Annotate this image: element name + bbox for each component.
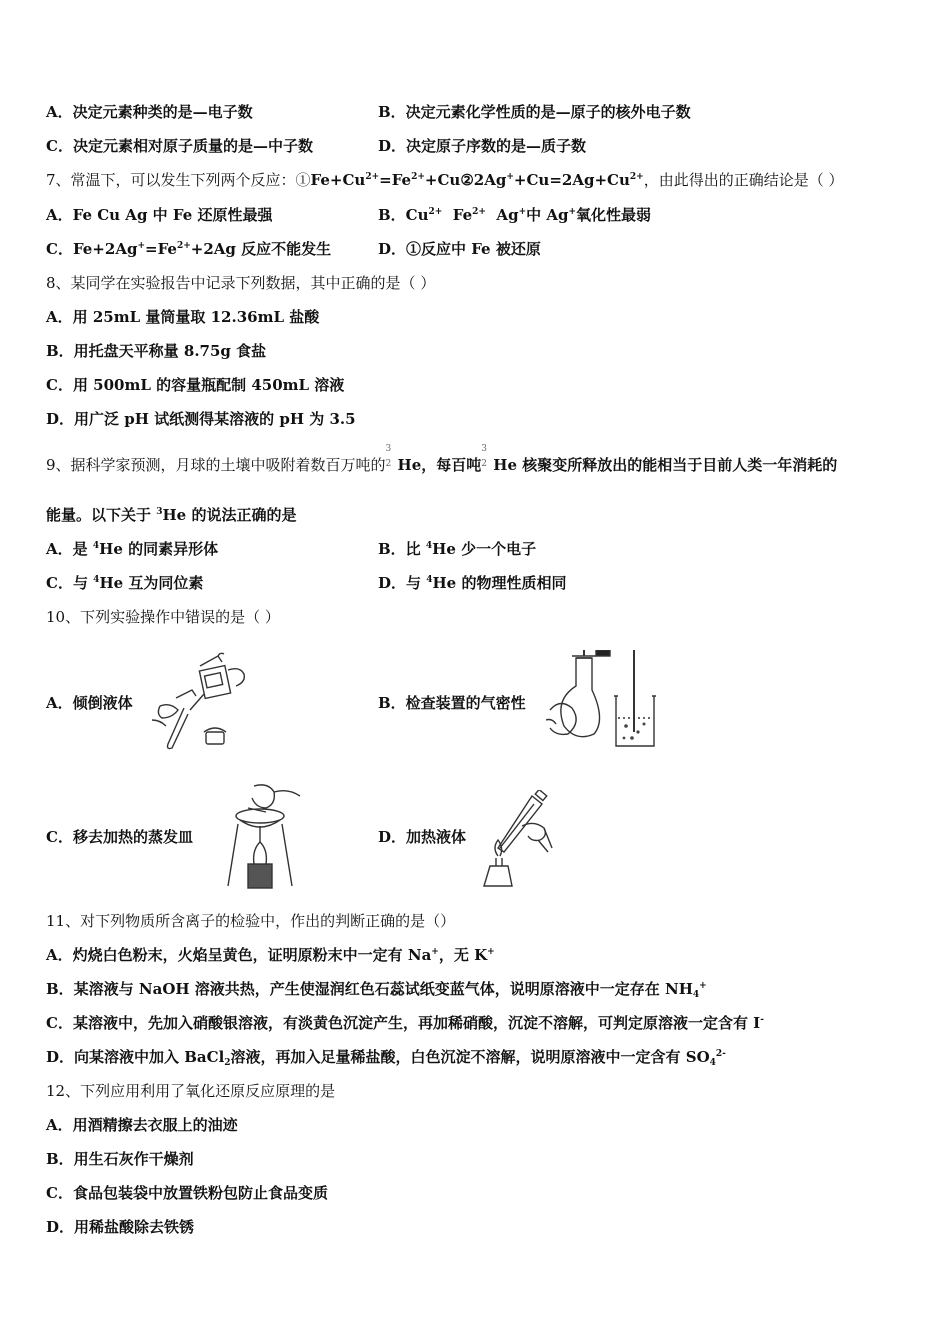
q6-option-d: D．决定原子序数的是—质子数 (378, 137, 587, 155)
q12-stem: 12、下列应用利用了氧化还原反应原理的是 (46, 1082, 336, 1100)
pouring-liquid-illustration (148, 648, 260, 750)
q7-option-b: B．$Cu^{2+}$ $Fe^{2+}$ Ag+中 Ag+氧化性最弱 (378, 206, 652, 224)
q8-option-c: C．用 500mL 的容量瓶配制 450mL 溶液 (46, 376, 345, 394)
q7-stem: 7、常温下，可以发生下列两个反应：$①Fe+Cu^{2+}=Fe^{2+}+Cu②2Ag^++Cu=2Ag+Cu^{2+}$，由此得出的正确结论是（ ） (46, 171, 844, 189)
q9-option-a: A．是 $^4$He 的同素异形体 (46, 540, 219, 558)
q9-option-c: C．与 $^4$He 互为同位素 (46, 574, 204, 592)
q7-option-d: D．①反应中 Fe 被还原 (378, 240, 541, 258)
q6-option-b: B．决定元素化学性质的是—原子的核外电子数 (378, 103, 691, 121)
isotope-notation: 3 2 (385, 444, 392, 469)
q12-option-d: D．用稀盐酸除去铁锈 (46, 1218, 195, 1236)
q10-option-a: A．倾倒液体 (46, 694, 133, 712)
q11-option-b: B．某溶液与 NaOH 溶液共热，产生使湿润红色石蕊试纸变蓝气体，说明原溶液中一定存在 $NH_4^+$ (46, 980, 707, 1000)
q8-option-b: B．用托盘天平称量 8.75g 食盐 (46, 342, 267, 360)
q6-option-c: C．决定元素相对原子质量的是—中子数 (46, 137, 313, 155)
q9-stem-line1: 9、据科学家预测，月球的土壤中吸附着数百万吨的 3 2 He，每百吨 3 2 He 核聚变所释放出的能相当于目前人类一年消耗的 (46, 444, 838, 474)
q11-stem: 11、对下列物质所含离子的检验中，作出的判断正确的是（） (46, 912, 456, 930)
q12-option-b: B．用生石灰作干燥剂 (46, 1150, 194, 1168)
q7-option-a: A．Fe Cu Ag 中 Fe 还原性最强 (46, 206, 273, 224)
q9-option-d: D．与 $^4$He 的物理性质相同 (378, 574, 567, 592)
q11-option-c: C．某溶液中，先加入硝酸银溶液，有淡黄色沉淀产生，再加稀硝酸，沉淀不溶解，可判定原溶液一定含有 I- (46, 1014, 764, 1032)
q12-option-c: C．食品包装袋中放置铁粉包防止食品变质 (46, 1184, 328, 1202)
q8-option-d: D．用广泛 pH 试纸测得某溶液的 pH 为 3.5 (46, 410, 356, 428)
q10-option-c: C．移去加热的蒸发皿 (46, 828, 193, 846)
q8-stem: 8、某同学在实验报告中记录下列数据，其中正确的是（ ） (46, 274, 436, 292)
isotope-notation: 3 2 (481, 444, 487, 469)
q10-option-b: B．检查装置的气密性 (378, 694, 526, 712)
q11-option-a: A．灼烧白色粉末，火焰呈黄色，证明原粉末中一定有 Na+，无 K+ (46, 946, 495, 964)
heating-liquid-illustration (478, 790, 574, 890)
q9-option-b: B．比 $^4$He 少一个电子 (378, 540, 537, 558)
q10-stem: 10、下列实验操作中错误的是（ ） (46, 608, 280, 626)
airtightness-check-illustration (546, 650, 666, 754)
q9-stem-line2: 能量。以下关于 $^3$He 的说法正确的是 (46, 506, 297, 524)
q10-option-d: D．加热液体 (378, 828, 467, 846)
q12-option-a: A．用酒精擦去衣服上的油迹 (46, 1116, 238, 1134)
q8-option-a: A．用 25mL 量筒量取 12.36mL 盐酸 (46, 308, 320, 326)
q7-option-c: C．$Fe+2Ag^+=Fe^{2+}+2Ag$ 反应不能发生 (46, 240, 332, 258)
evaporating-dish-illustration (226, 782, 308, 892)
q6-option-a: A．决定元素种类的是—电子数 (46, 103, 253, 121)
q11-option-d: D．向某溶液中加入 BaCl$_2$溶液，再加入足量稀盐酸，白色沉淀不溶解，说明原溶液中一定含有 $SO_4^{2-}$ (46, 1048, 726, 1068)
